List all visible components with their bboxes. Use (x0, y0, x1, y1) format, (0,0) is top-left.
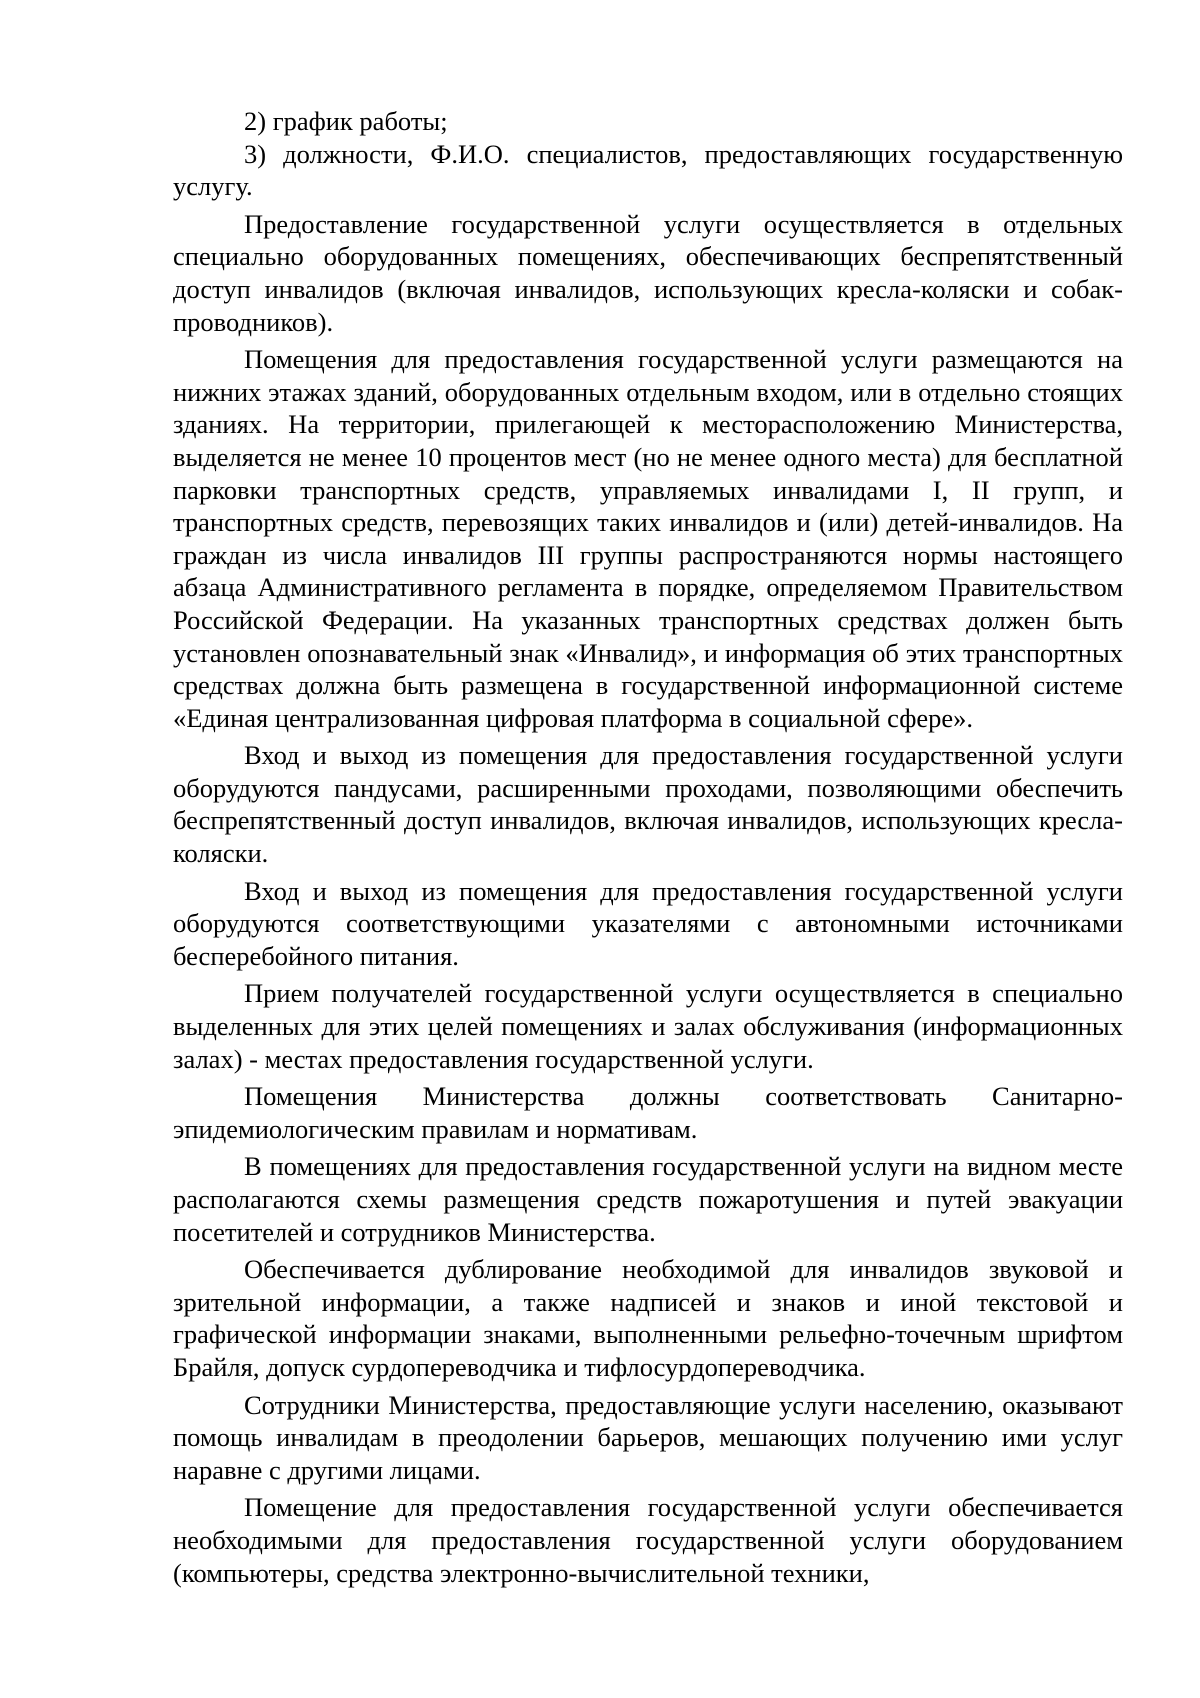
paragraph-equipment: Помещение для предоставления государственной услуги обеспечивается необходимыми для предоставления государственной услуги оборудованием (компьютеры, средства электронно-вычислительной техники, (173, 1492, 1123, 1588)
paragraph-service-premises: Предоставление государственной услуги осуществляется в отдельных специально оборудованных помещениях, обеспечивающих беспрепятственный доступ инвалидов (включая инвалидов, использующих кресла-коляски и собак-проводников). (173, 208, 1123, 337)
paragraph-sanitary-rules: Помещения Министерства должны соответствовать Санитарно-эпидемиологическим правилам и нормативам. (173, 1081, 1123, 1144)
paragraph-signs-power: Вход и выход из помещения для предоставления государственной услуги оборудуются соответствующими указателями с автономными источниками бесперебойного питания. (173, 875, 1123, 971)
paragraph-ramps: Вход и выход из помещения для предоставления государственной услуги оборудуются пандусами, расширенными проходами, позволяющими обеспечить беспрепятственный доступ инвалидов, включая инвалидов, использующих кресла-коляски. (173, 740, 1123, 869)
paragraph-staff-assistance: Сотрудники Министерства, предоставляющие услуги населению, оказывают помощь инвалидам в преодолении барьеров, мешающих получению ими услуг наравне с другими лицами. (173, 1389, 1123, 1485)
document-page (173, 105, 1123, 1589)
paragraph-schedule: 2) график работы; (244, 106, 448, 136)
paragraph-positions: 3) должности, Ф.И.О. специалистов, предоставляющих государственную услугу. (173, 138, 1123, 202)
paragraph-reception: Прием получателей государственной услуги осуществляется в специально выделенных для этих целей помещениях и залах обслуживания (информационных залах) - местах предоставления государственной услуги. (173, 978, 1123, 1074)
paragraph-braille-duplication: Обеспечивается дублирование необходимой для инвалидов звуковой и зрительной информации, а также надписей и знаков и иной текстовой и графической информации знаками, выполненными рельефно-точечным шрифтом Брайля, допуск сурдопереводчика и тифлосурдопереводчика. (173, 1254, 1123, 1382)
paragraph-evacuation-schemes: В помещениях для предоставления государственной услуги на видном месте располагаются схемы размещения средств пожаротушения и путей эвакуации посетителей и сотрудников Министерства. (173, 1151, 1123, 1247)
paragraph-premises-location-parking: Помещения для предоставления государственной услуги размещаются на нижних этажах зданий, оборудованных отдельным входом, или в отдельно стоящих зданиях. На территории, прилегающей к месторасположению Министерства, выделяется не менее 10 процентов мест (но не менее одного места) для бесплатной парковки транспортных средств, управляемых инвалидами I, II групп, и транспортных средств, перевозящих таких инвалидов и (или) детей-инвалидов. На граждан из числа инвалидов III группы распространяются нормы настоящего абзаца Административного регламента в порядке, определяемом Правительством Российской Федерации. На указанных транспортных средствах должен быть установлен опознавательный знак «Инвалид», и информация об этих транспортных средствах должна быть размещена в государственной информационной системе «Единая централизованная цифровая платформа в социальной сфере». (173, 344, 1123, 733)
